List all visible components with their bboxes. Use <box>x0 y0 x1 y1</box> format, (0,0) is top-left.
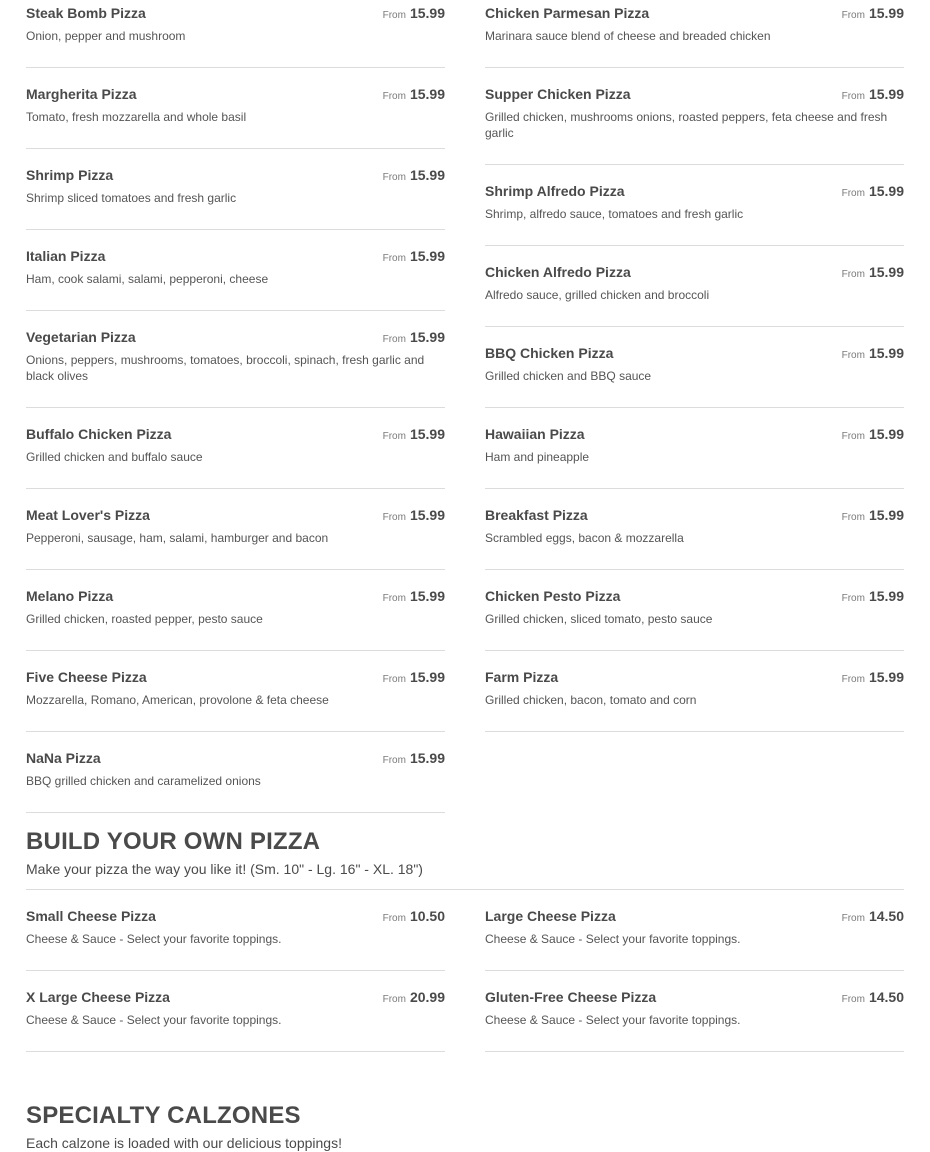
menu-item-price <box>842 85 904 106</box>
menu-column-left <box>26 2 445 830</box>
menu-item-header <box>485 907 904 925</box>
price-value: 15.99 <box>409 588 445 604</box>
price-value: 15.99 <box>409 248 445 264</box>
menu-item-name: Five Cheese Pizza <box>26 669 147 685</box>
menu-item[interactable] <box>26 425 445 489</box>
price-from-label: From <box>382 253 406 264</box>
menu-item[interactable] <box>485 668 904 732</box>
menu-item[interactable] <box>485 182 904 246</box>
menu-item-price <box>383 988 445 1009</box>
section-subtitle: Make your pizza the way you like it! (Sm. 10" - Lg. 16" - XL. 18") <box>26 861 423 877</box>
price-from-label: From <box>841 913 865 924</box>
price-value: 20.99 <box>409 989 445 1005</box>
menu-item-header <box>26 668 445 686</box>
menu-column-left <box>26 905 445 1069</box>
menu-item-price <box>383 85 445 106</box>
price-from-label: From <box>382 431 406 442</box>
menu-item-header <box>485 506 904 524</box>
menu-item-price <box>842 907 904 928</box>
price-value: 15.99 <box>409 426 445 442</box>
menu-item-name: Vegetarian Pizza <box>26 329 136 345</box>
menu-item[interactable] <box>485 907 904 971</box>
price-from-label: From <box>382 91 406 102</box>
menu-item[interactable] <box>485 85 904 165</box>
menu-item-name: Chicken Alfredo Pizza <box>485 264 631 280</box>
menu-item-name: Shrimp Pizza <box>26 167 114 183</box>
price-from-label: From <box>382 913 406 924</box>
menu-item-description: Alfredo sauce, grilled chicken and broccoli <box>485 288 710 302</box>
price-value: 15.99 <box>868 669 904 685</box>
price-value: 15.99 <box>409 329 445 345</box>
price-from-label: From <box>382 172 406 183</box>
price-value: 15.99 <box>868 426 904 442</box>
menu-item[interactable] <box>26 988 445 1052</box>
menu-item-name: Supper Chicken Pizza <box>485 86 631 102</box>
menu-item-price <box>383 247 445 268</box>
menu-item-name: Chicken Pesto Pizza <box>485 588 621 604</box>
price-value: 15.99 <box>409 5 445 21</box>
menu-item-price <box>383 328 445 349</box>
menu-item-header <box>485 263 904 281</box>
menu-item-description: Marinara sauce blend of cheese and breaded chicken <box>485 29 771 43</box>
menu-item-price <box>383 166 445 187</box>
price-value: 10.50 <box>409 908 445 924</box>
price-from-label: From <box>382 674 406 685</box>
calzones-section <box>26 1102 904 1152</box>
menu-item-price <box>842 988 904 1009</box>
menu-item-header <box>26 425 445 443</box>
menu-item[interactable] <box>26 749 445 813</box>
price-from-label: From <box>841 10 865 21</box>
price-value: 15.99 <box>868 264 904 280</box>
menu-item-name: Buffalo Chicken Pizza <box>26 426 172 442</box>
menu-item[interactable] <box>26 4 445 68</box>
menu-item-header <box>485 988 904 1006</box>
price-value: 14.50 <box>868 989 904 1005</box>
menu-item-price <box>842 668 904 689</box>
menu-item-name: Gluten-Free Cheese Pizza <box>485 989 657 1005</box>
menu-item-description: Onions, peppers, mushrooms, tomatoes, broccoli, spinach, fresh garlic and black olives <box>26 353 425 383</box>
menu-item-price <box>383 907 445 928</box>
price-from-label: From <box>841 91 865 102</box>
menu-item-description: Tomato, fresh mozzarella and whole basil <box>26 110 247 124</box>
menu-item-name: NaNa Pizza <box>26 750 101 766</box>
menu-item-header <box>485 182 904 200</box>
menu-item[interactable] <box>26 907 445 971</box>
menu-item[interactable] <box>26 328 445 408</box>
price-value: 15.99 <box>409 167 445 183</box>
price-value: 15.99 <box>409 507 445 523</box>
menu-item-price <box>383 425 445 446</box>
menu-item[interactable] <box>485 4 904 68</box>
menu-item-name: Breakfast Pizza <box>485 507 588 523</box>
menu-item-price <box>383 506 445 527</box>
menu-item-header <box>26 4 445 22</box>
menu-item-description: Cheese & Sauce - Select your favorite toppings. <box>26 1013 282 1027</box>
menu-item-name: Hawaiian Pizza <box>485 426 585 442</box>
price-value: 15.99 <box>868 86 904 102</box>
price-value: 15.99 <box>409 669 445 685</box>
price-value: 15.99 <box>409 750 445 766</box>
menu-item[interactable] <box>26 668 445 732</box>
price-value: 14.50 <box>868 908 904 924</box>
menu-item-price <box>383 749 445 770</box>
menu-item-description: Ham and pineapple <box>485 450 590 464</box>
menu-item-price <box>842 4 904 25</box>
menu-item[interactable] <box>485 506 904 570</box>
price-from-label: From <box>382 755 406 766</box>
menu-item-header <box>26 85 445 103</box>
menu-item-name: Melano Pizza <box>26 588 114 604</box>
price-from-label: From <box>841 512 865 523</box>
menu-item-name: Meat Lover's Pizza <box>26 507 150 523</box>
price-from-label: From <box>841 188 865 199</box>
menu-item-description: Ham, cook salami, salami, pepperoni, cheese <box>26 272 269 286</box>
price-value: 15.99 <box>868 588 904 604</box>
menu-item-price <box>842 425 904 446</box>
menu-item-description: Pepperoni, sausage, ham, salami, hamburger and bacon <box>26 531 329 545</box>
menu-item-description: BBQ grilled chicken and caramelized onions <box>26 774 261 788</box>
menu-item-header <box>485 587 904 605</box>
menu-item-description: Cheese & Sauce - Select your favorite toppings. <box>485 1013 741 1027</box>
menu-item-name: Italian Pizza <box>26 248 106 264</box>
build-your-own-grid <box>26 905 904 1069</box>
menu-item-description: Grilled chicken, sliced tomato, pesto sauce <box>485 612 713 626</box>
menu-item-header <box>26 907 445 925</box>
menu-item-header <box>26 988 445 1006</box>
menu-item[interactable] <box>26 247 445 311</box>
menu-item-header <box>26 247 445 265</box>
menu-item-description: Grilled chicken, roasted pepper, pesto sauce <box>26 612 263 626</box>
price-from-label: From <box>841 674 865 685</box>
menu-item-price <box>842 344 904 365</box>
menu-item-description: Cheese & Sauce - Select your favorite toppings. <box>26 932 282 946</box>
menu-item-description: Scrambled eggs, bacon & mozzarella <box>485 531 684 545</box>
menu-item-header <box>485 425 904 443</box>
menu-item-description: Grilled chicken, mushrooms onions, roasted peppers, feta cheese and fresh garlic <box>485 110 888 140</box>
menu-item-header <box>26 328 445 346</box>
menu-item[interactable] <box>485 988 904 1052</box>
price-from-label: From <box>382 593 406 604</box>
price-from-label: From <box>382 10 406 21</box>
menu-item-name: Shrimp Alfredo Pizza <box>485 183 625 199</box>
menu-item-header <box>485 344 904 362</box>
menu-item-price <box>383 668 445 689</box>
menu-item-price <box>842 182 904 203</box>
price-from-label: From <box>382 512 406 523</box>
section-title: SPECIALTY CALZONES <box>26 1102 301 1129</box>
menu-item[interactable] <box>26 587 445 651</box>
menu-column-right <box>485 2 904 749</box>
price-from-label: From <box>841 269 865 280</box>
price-from-label: From <box>841 431 865 442</box>
price-from-label: From <box>382 994 406 1005</box>
menu-item-price <box>842 587 904 608</box>
price-value: 15.99 <box>409 86 445 102</box>
menu-item-name: Chicken Parmesan Pizza <box>485 5 650 21</box>
menu-item-price <box>842 506 904 527</box>
section-divider <box>26 889 904 890</box>
price-value: 15.99 <box>868 507 904 523</box>
price-value: 15.99 <box>868 345 904 361</box>
menu-item-price <box>383 587 445 608</box>
menu-item-description: Cheese & Sauce - Select your favorite toppings. <box>485 932 741 946</box>
menu-item-price <box>383 4 445 25</box>
menu-item[interactable] <box>485 344 904 408</box>
price-from-label: From <box>382 334 406 345</box>
price-from-label: From <box>841 350 865 361</box>
menu-item-description: Mozzarella, Romano, American, provolone & feta cheese <box>26 693 329 707</box>
menu-column-right <box>485 905 904 1069</box>
menu-item-header <box>26 587 445 605</box>
price-from-label: From <box>841 593 865 604</box>
menu-item-description: Grilled chicken, bacon, tomato and corn <box>485 693 697 707</box>
menu-item-price <box>842 263 904 284</box>
price-from-label: From <box>841 994 865 1005</box>
build-your-own-section <box>26 828 904 1069</box>
menu-item-header <box>26 166 445 184</box>
menu-item-header <box>485 668 904 686</box>
menu-item-name: Large Cheese Pizza <box>485 908 616 924</box>
menu-item-header <box>26 506 445 524</box>
section-subtitle: Each calzone is loaded with our delicious toppings! <box>26 1135 342 1151</box>
menu-item-description: Grilled chicken and buffalo sauce <box>26 450 203 464</box>
menu-item-header <box>485 85 904 103</box>
menu-item[interactable] <box>485 425 904 489</box>
menu-item-description: Shrimp, alfredo sauce, tomatoes and fresh garlic <box>485 207 744 221</box>
menu-item-name: Margherita Pizza <box>26 86 137 102</box>
menu-item-header <box>26 749 445 767</box>
price-value: 15.99 <box>868 183 904 199</box>
menu-item-name: Farm Pizza <box>485 669 559 685</box>
specialty-pizza-grid <box>26 2 904 830</box>
menu-item[interactable] <box>485 587 904 651</box>
menu-item[interactable] <box>26 166 445 230</box>
menu-item[interactable] <box>26 85 445 149</box>
menu-item[interactable] <box>26 506 445 570</box>
menu-item-name: BBQ Chicken Pizza <box>485 345 614 361</box>
menu-item-name: Steak Bomb Pizza <box>26 5 146 21</box>
menu-item-name: X Large Cheese Pizza <box>26 989 170 1005</box>
price-value: 15.99 <box>868 5 904 21</box>
menu-item-description: Onion, pepper and mushroom <box>26 29 186 43</box>
menu-item-description: Shrimp sliced tomatoes and fresh garlic <box>26 191 237 205</box>
menu-item[interactable] <box>485 263 904 327</box>
section-title: BUILD YOUR OWN PIZZA <box>26 828 321 855</box>
menu-item-header <box>485 4 904 22</box>
menu-item-description: Grilled chicken and BBQ sauce <box>485 369 652 383</box>
menu-item-name: Small Cheese Pizza <box>26 908 156 924</box>
